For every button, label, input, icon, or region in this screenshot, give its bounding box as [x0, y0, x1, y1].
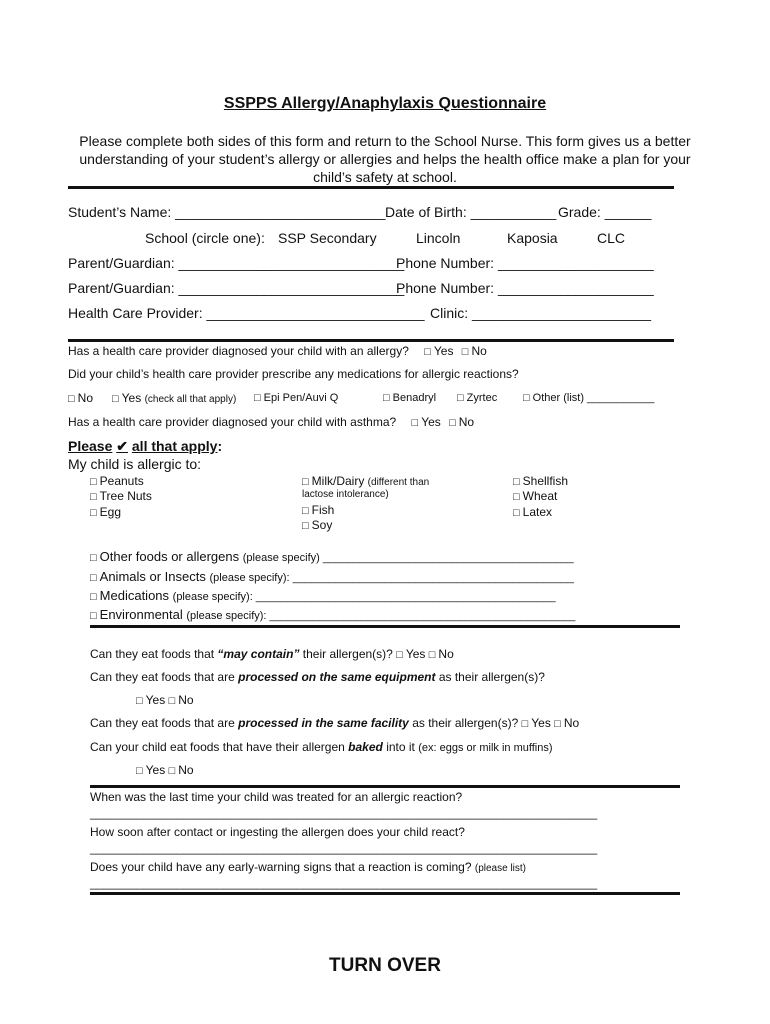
milk-checkbox[interactable] — [302, 474, 312, 488]
intro-line-1: Please complete both sides of this form and return to the School Nurse. This form gives us a better — [79, 133, 691, 149]
wheat-label: Wheat — [522, 489, 558, 503]
medications-label: Medications — [99, 588, 170, 603]
last-treated-answer-line[interactable]: ____________________________________________________________________________ — [90, 806, 598, 820]
allergen-wheat[interactable] — [513, 489, 557, 503]
baked-yes-checkbox[interactable]: □ Yes — [136, 763, 165, 777]
med-yes-option[interactable] — [112, 391, 236, 405]
q-may-contain-em: “may contain” — [217, 647, 300, 661]
school-label: School (circle one): — [145, 230, 265, 246]
animals-checkbox[interactable] — [90, 569, 100, 584]
q-same-facility-em: processed in the same facility — [238, 716, 409, 730]
q-same-equipment-pre: Can they eat foods that are — [90, 670, 239, 684]
q-diagnosed-allergy — [68, 344, 487, 358]
q-diagnosed-allergy-text: Has a health care provider diagnosed your child with an allergy? — [68, 344, 409, 358]
how-soon-answer-line[interactable]: ____________________________________________________________________________ — [90, 841, 598, 855]
student-name-field[interactable]: Student’s Name: ___________________________ — [68, 204, 386, 220]
soy-label: Soy — [311, 518, 333, 532]
divider-top — [68, 186, 674, 189]
q-last-treated: When was the last time your child was treated for an allergic reaction? — [90, 790, 463, 804]
q-may-contain-pre: Can they eat foods that — [90, 647, 218, 661]
latex-label: Latex — [522, 505, 553, 519]
tree-nuts-label: Tree Nuts — [99, 489, 152, 503]
other-foods-checkbox[interactable] — [90, 549, 100, 564]
zyrtec-label: Zyrtec — [466, 392, 498, 404]
egg-label: Egg — [99, 505, 122, 519]
q-same-equipment-em: processed on the same equipment — [238, 670, 436, 684]
shellfish-label: Shellfish — [522, 474, 569, 488]
q1-yes-checkbox[interactable]: □ Yes — [424, 344, 453, 358]
same-facility-no-checkbox[interactable]: □ No — [554, 716, 579, 730]
same-equipment-no-checkbox[interactable]: □ No — [169, 693, 194, 707]
same-equipment-answers — [136, 693, 194, 707]
warning-signs-answer-line[interactable]: ____________________________________________________________________________ — [90, 876, 598, 890]
check-all-post: all that apply — [131, 438, 218, 454]
tree-nuts-checkbox[interactable] — [90, 489, 100, 503]
allergen-egg[interactable] — [90, 505, 121, 519]
med-other-option[interactable] — [523, 392, 654, 404]
q-same-facility — [90, 716, 579, 730]
check-all-pre: Please — [68, 438, 113, 454]
may-contain-yes-checkbox[interactable]: □ Yes — [396, 647, 425, 661]
medications-field[interactable] — [90, 588, 556, 603]
allergen-tree-nuts[interactable] — [90, 489, 152, 503]
divider-5 — [90, 892, 680, 895]
q3-yes-checkbox[interactable]: □ Yes — [412, 415, 441, 429]
allergen-latex[interactable] — [513, 505, 552, 519]
q-baked-pre: Can your child eat foods that have their allergen — [90, 740, 349, 754]
q-asthma-text: Has a health care provider diagnosed your child with asthma? — [68, 415, 397, 429]
q-same-equipment — [90, 670, 545, 684]
epipen-label: Epi Pen/Auvi Q — [263, 392, 339, 404]
divider-3 — [90, 625, 680, 628]
shellfish-checkbox[interactable] — [513, 474, 523, 488]
med-yes-label: Yes — [121, 391, 142, 405]
q-how-soon: How soon after contact or ingesting the allergen does your child react? — [90, 825, 465, 839]
epipen-checkbox[interactable] — [254, 392, 264, 404]
wheat-checkbox[interactable] — [513, 489, 523, 503]
milk-note-2: lactose intolerance) — [302, 489, 389, 500]
environmental-field[interactable] — [90, 607, 575, 622]
baked-answers — [136, 763, 194, 777]
parent-2-field[interactable]: Parent/Guardian: _____________________________ — [68, 280, 405, 296]
med-no-checkbox[interactable] — [68, 391, 78, 405]
school-option-clc[interactable]: CLC — [597, 230, 626, 246]
q-baked — [90, 740, 553, 754]
milk-note-1: (different than — [367, 477, 430, 488]
egg-checkbox[interactable] — [90, 505, 100, 519]
school-option-kaposia[interactable]: Kaposia — [507, 230, 558, 246]
q-asthma — [68, 415, 474, 429]
allergen-shellfish[interactable] — [513, 474, 568, 488]
peanuts-checkbox[interactable] — [90, 474, 100, 488]
other-foods-field[interactable] — [90, 549, 574, 564]
q-warning-signs-text: Does your child have any early-warning signs that a reaction is coming? — [90, 860, 472, 874]
page-title: SSPPS Allergy/Anaphylaxis Questionnaire — [223, 95, 547, 112]
q-may-contain-post: their allergen(s)? — [299, 647, 393, 661]
q-prescribed-meds: Did your child’s health care provider prescribe any medications for allergic reactions? — [68, 367, 519, 381]
med-no-label: No — [77, 391, 93, 405]
environmental-note: (please specify): __________________________________________________ — [186, 610, 576, 622]
q-same-facility-post: as their allergen(s)? — [408, 716, 519, 730]
school-option-lincoln[interactable]: Lincoln — [416, 230, 461, 246]
allergen-soy[interactable] — [302, 518, 332, 532]
latex-checkbox[interactable] — [513, 505, 523, 519]
parent-2-phone-field[interactable]: Phone Number: ____________________ — [396, 280, 654, 296]
animals-field[interactable] — [90, 569, 574, 584]
peanuts-label: Peanuts — [99, 474, 144, 488]
q-same-facility-pre: Can they eat foods that are — [90, 716, 239, 730]
parent-1-phone-field[interactable]: Phone Number: ____________________ — [396, 255, 654, 271]
animals-note: (please specify): ______________________________________________ — [209, 572, 575, 584]
intro-line-3: child’s safety at school. — [313, 169, 457, 185]
same-equipment-yes-checkbox[interactable]: □ Yes — [136, 693, 165, 707]
allergen-peanuts[interactable] — [90, 474, 144, 488]
environmental-label: Environmental — [99, 607, 183, 622]
q-baked-post: into it — [382, 740, 415, 754]
q-baked-note: (ex: eggs or milk in muffins) — [418, 742, 553, 754]
same-facility-yes-checkbox[interactable]: □ Yes — [522, 716, 551, 730]
med-zyrtec-option[interactable] — [457, 392, 497, 404]
allergen-milk[interactable] — [302, 474, 429, 488]
medications-checkbox[interactable] — [90, 588, 100, 603]
baked-no-checkbox[interactable]: □ No — [169, 763, 194, 777]
med-yes-note: (check all that apply) — [144, 394, 237, 405]
animals-label: Animals or Insects — [99, 569, 206, 584]
other-med-checkbox[interactable] — [523, 392, 533, 404]
q-baked-em: baked — [348, 740, 383, 754]
divider-2 — [68, 339, 674, 342]
q-warning-signs-note: (please list) — [474, 863, 527, 874]
other-foods-label: Other foods or allergens — [99, 549, 240, 564]
may-contain-no-checkbox[interactable]: □ No — [429, 647, 454, 661]
allergen-fish[interactable] — [302, 503, 334, 517]
soy-checkbox[interactable] — [302, 518, 312, 532]
q1-no-checkbox[interactable]: □ No — [462, 344, 487, 358]
check-all-heading — [68, 438, 222, 455]
zyrtec-checkbox[interactable] — [457, 392, 467, 404]
fish-checkbox[interactable] — [302, 503, 312, 517]
q-same-equipment-post: as their allergen(s)? — [435, 670, 545, 684]
other-foods-note: (please specify) _________________________________________ — [242, 552, 574, 564]
q-warning-signs — [90, 860, 526, 874]
med-benadryl-option[interactable] — [383, 392, 436, 404]
medications-note: (please specify): _________________________________________________ — [172, 591, 556, 603]
fish-label: Fish — [311, 503, 335, 517]
parent-1-field[interactable]: Parent/Guardian: _____________________________ — [68, 255, 405, 271]
intro-line-2: understanding of your student’s allergy or allergies and helps the health office make a plan for your — [79, 151, 691, 167]
milk-label: Milk/Dairy — [311, 474, 365, 488]
allergic-to-label: My child is allergic to: — [68, 456, 202, 472]
check-all-colon: : — [217, 438, 223, 454]
benadryl-label: Benadryl — [392, 392, 437, 404]
provider-field[interactable]: Health Care Provider: ____________________________ — [68, 305, 425, 321]
checkmark-icon: ✔ — [116, 438, 128, 454]
q3-no-checkbox[interactable]: □ No — [449, 415, 474, 429]
med-yes-checkbox[interactable] — [112, 391, 122, 405]
dob-field[interactable]: Date of Birth: ___________ — [385, 204, 557, 220]
med-epipen-option[interactable] — [254, 392, 338, 404]
school-option-ssp[interactable]: SSP Secondary — [278, 230, 377, 246]
divider-4 — [90, 785, 680, 788]
other-med-label: Other (list) ___________ — [532, 392, 655, 404]
environmental-checkbox[interactable] — [90, 607, 100, 622]
med-no-option[interactable] — [68, 391, 93, 405]
clinic-field[interactable]: Clinic: _______________________ — [430, 305, 652, 321]
q-may-contain — [90, 647, 454, 661]
benadryl-checkbox[interactable] — [383, 392, 393, 404]
turn-over-label: TURN OVER — [329, 955, 441, 976]
grade-field[interactable]: Grade: ______ — [558, 204, 652, 220]
